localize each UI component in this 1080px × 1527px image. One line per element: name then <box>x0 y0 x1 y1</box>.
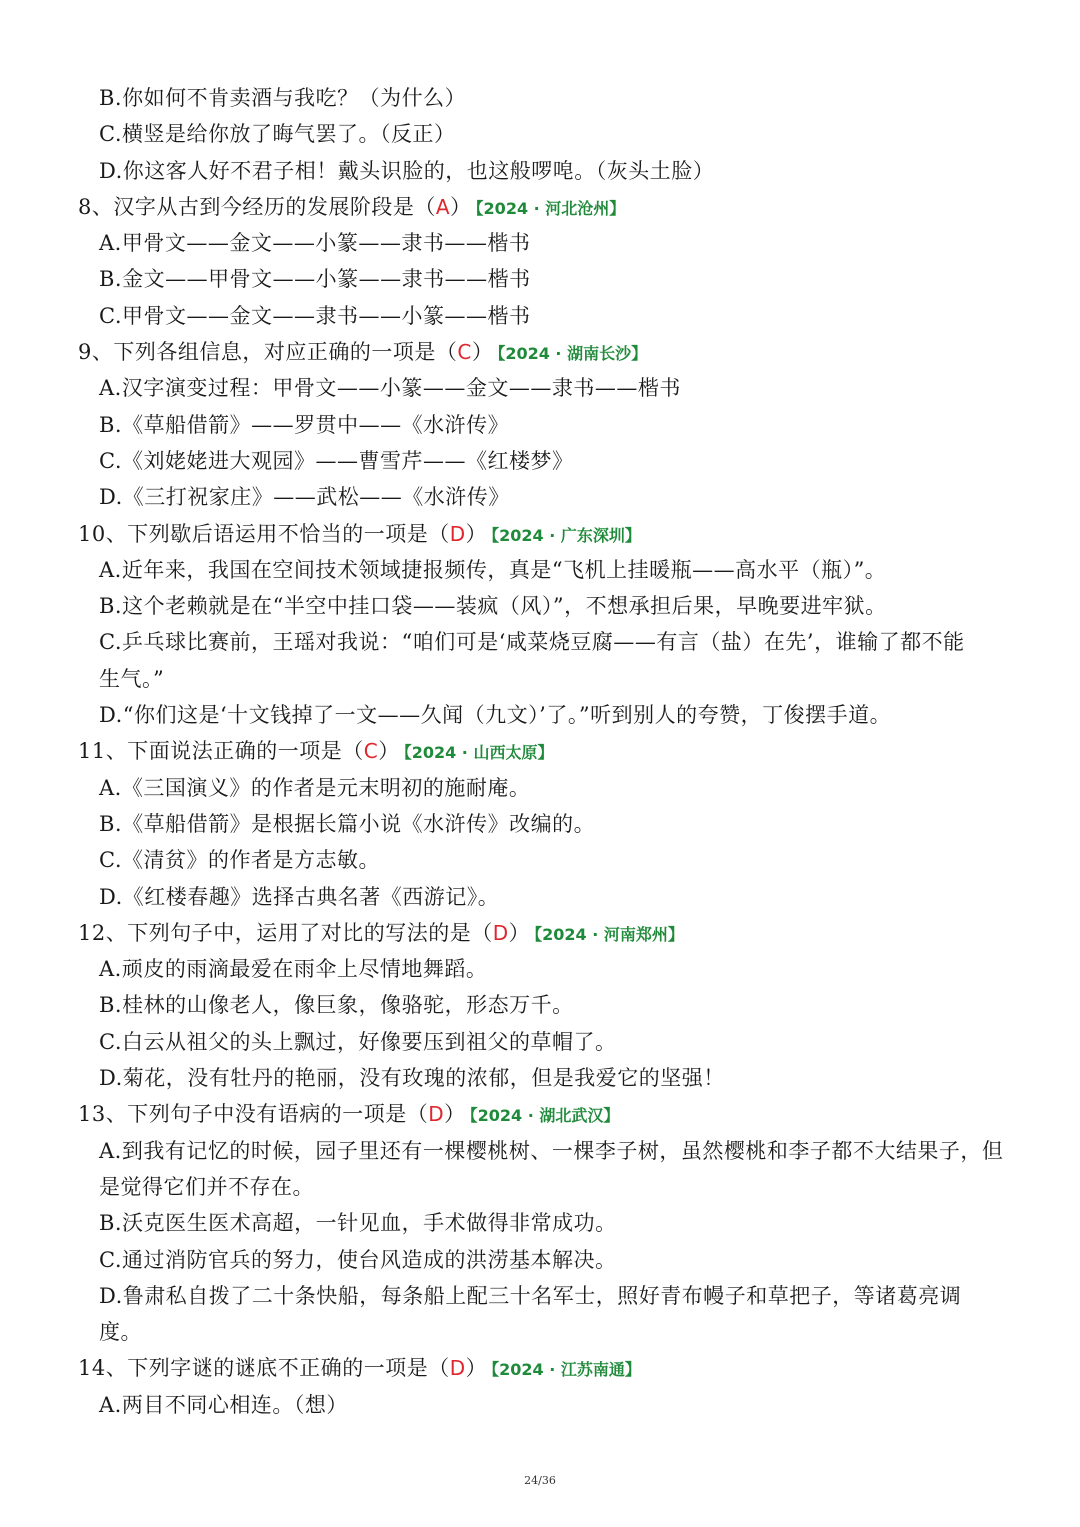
option-line: C.通过消防官兵的努力，使台风造成的洪涝基本解决。 <box>99 1247 617 1272</box>
option-line: C.乒乓球比赛前，王瑶对我说：“咱们可是‘咸菜烧豆腐——有言（盐）在先’，谁输了都不能 <box>99 630 965 655</box>
option-line: A.到我有记忆的时候，园子里还有一棵樱桃树、一棵李子树，虽然樱桃和李子都不大结果子，但 <box>99 1138 1004 1163</box>
question-text: 10、下列歇后语运用不恰当的一项是（ <box>78 521 450 546</box>
option-line: C.《清贫》的作者是方志敏。 <box>99 848 380 873</box>
option-line: A.汉字演变过程：甲骨文——小篆——金文——隶书——楷书 <box>99 376 681 401</box>
question-stem <box>78 915 1008 951</box>
option-line: B.你如何不肯卖酒与我吃？（为什么） <box>99 86 467 110</box>
option-line: A.近年来，我国在空间技术领域捷报频传，真是“飞机上挂暖瓶——高水平（瓶）”。 <box>99 557 887 582</box>
option-line: C.甲骨文——金文——隶书——小篆——楷书 <box>99 303 531 328</box>
option-line: D.菊花，没有牡丹的艳丽，没有玫瑰的浓郁，但是我爱它的坚强！ <box>99 1066 725 1091</box>
source-tag: 【2024 · 江苏南通】 <box>491 1360 641 1380</box>
question-close-paren: ） <box>444 1102 466 1127</box>
option-line: C.《刘姥姥进大观园》——曹雪芹——《红楼梦》 <box>99 448 574 473</box>
option-line: D.你这客人好不君子相！戴头识脸的，也这般啰唣。（灰头土脸） <box>99 158 715 183</box>
option-line: B.沃克医生医术高超，一针见血，手术做得非常成功。 <box>99 1211 617 1236</box>
answer-letter: D <box>492 920 509 945</box>
question-close-paren: ） <box>465 521 488 546</box>
question-close-paren: ） <box>450 194 472 219</box>
source-tag: 【2024 · 河南郑州】 <box>534 924 684 944</box>
question-stem <box>78 189 1008 225</box>
page-number: 24/36 <box>524 1474 556 1487</box>
question-text: 8、汉字从古到今经历的发展阶段是（ <box>78 194 436 219</box>
option-line: D.鲁肃私自拨了二十条快船，每条船上配三十名军士，照好青布幔子和草把子，等诸葛亮调 <box>99 1283 962 1308</box>
option-line: A.两目不同心相连。（想） <box>99 1392 348 1417</box>
option-line: C.白云从祖父的头上飘过，好像要压到祖父的草帽了。 <box>99 1029 617 1054</box>
question-close-paren: ） <box>378 739 400 764</box>
question-stem <box>78 1096 1008 1132</box>
question-text: 11、下面说法正确的一项是（ <box>78 739 364 764</box>
answer-letter: C <box>363 739 379 764</box>
answer-letter: D <box>449 521 466 546</box>
option-line: B.《草船借箭》——罗贯中——《水浒传》 <box>99 412 510 437</box>
question-text: 9、下列各组信息，对应正确的一项是（ <box>78 340 458 365</box>
source-tag: 【2024 · 湖南长沙】 <box>497 344 648 364</box>
option-line: 度。 <box>99 1320 142 1345</box>
answer-letter: A <box>435 194 451 219</box>
source-tag: 【2024 · 广东深圳】 <box>491 525 641 545</box>
option-line: C.横竖是给你放了晦气罢了。（反正） <box>99 122 456 147</box>
source-tag: 【2024 · 湖北武汉】 <box>469 1106 620 1126</box>
option-line: 生气。” <box>99 666 165 691</box>
question-stem <box>78 516 1008 552</box>
option-line: A.甲骨文——金文——小篆——隶书——楷书 <box>99 231 531 256</box>
option-line: B.《草船借箭》是根据长篇小说《水浒传》改编的。 <box>99 811 596 836</box>
source-tag: 【2024 · 山西太原】 <box>403 743 554 763</box>
answer-letter: D <box>428 1102 445 1127</box>
option-line: 是觉得它们并不存在。 <box>99 1174 314 1199</box>
question-close-paren: ） <box>465 1356 488 1381</box>
option-line: D.“你们这是‘十文钱掉了一文——久闻（九文）’了。”听到别人的夸赞，丁俊摆手道。 <box>99 703 892 728</box>
option-line: D.《红楼春趣》选择古典名著《西游记》。 <box>99 884 500 909</box>
question-text: 13、下列句子中没有语病的一项是（ <box>78 1102 429 1127</box>
option-line: D.《三打祝家庄》——武松——《水浒传》 <box>99 485 510 510</box>
question-list <box>78 80 1008 1423</box>
answer-letter: D <box>449 1356 466 1381</box>
option-line: A.《三国演义》的作者是元末明初的施耐庵。 <box>99 775 531 800</box>
answer-letter: C <box>457 340 472 365</box>
question-text: 12、下列句子中，运用了对比的写法的是（ <box>78 920 493 945</box>
source-tag: 【2024 · 河北沧州】 <box>475 198 626 218</box>
question-close-paren: ） <box>471 340 494 365</box>
question-stem <box>78 334 1008 370</box>
question-close-paren: ） <box>508 920 531 945</box>
option-line: B.这个老赖就是在“半空中挂口袋——装疯（风）”，不想承担后果，早晚要进牢狱。 <box>99 594 887 619</box>
option-line: B.金文——甲骨文——小篆——隶书——楷书 <box>99 267 531 292</box>
question-stem <box>78 1350 1008 1386</box>
question-stem <box>78 733 1008 769</box>
option-line: A.顽皮的雨滴最爱在雨伞上尽情地舞蹈。 <box>99 957 488 982</box>
option-line: B.桂林的山像老人，像巨象，像骆驼，形态万千。 <box>99 993 574 1018</box>
question-text: 14、下列字谜的谜底不正确的一项是（ <box>78 1356 450 1381</box>
